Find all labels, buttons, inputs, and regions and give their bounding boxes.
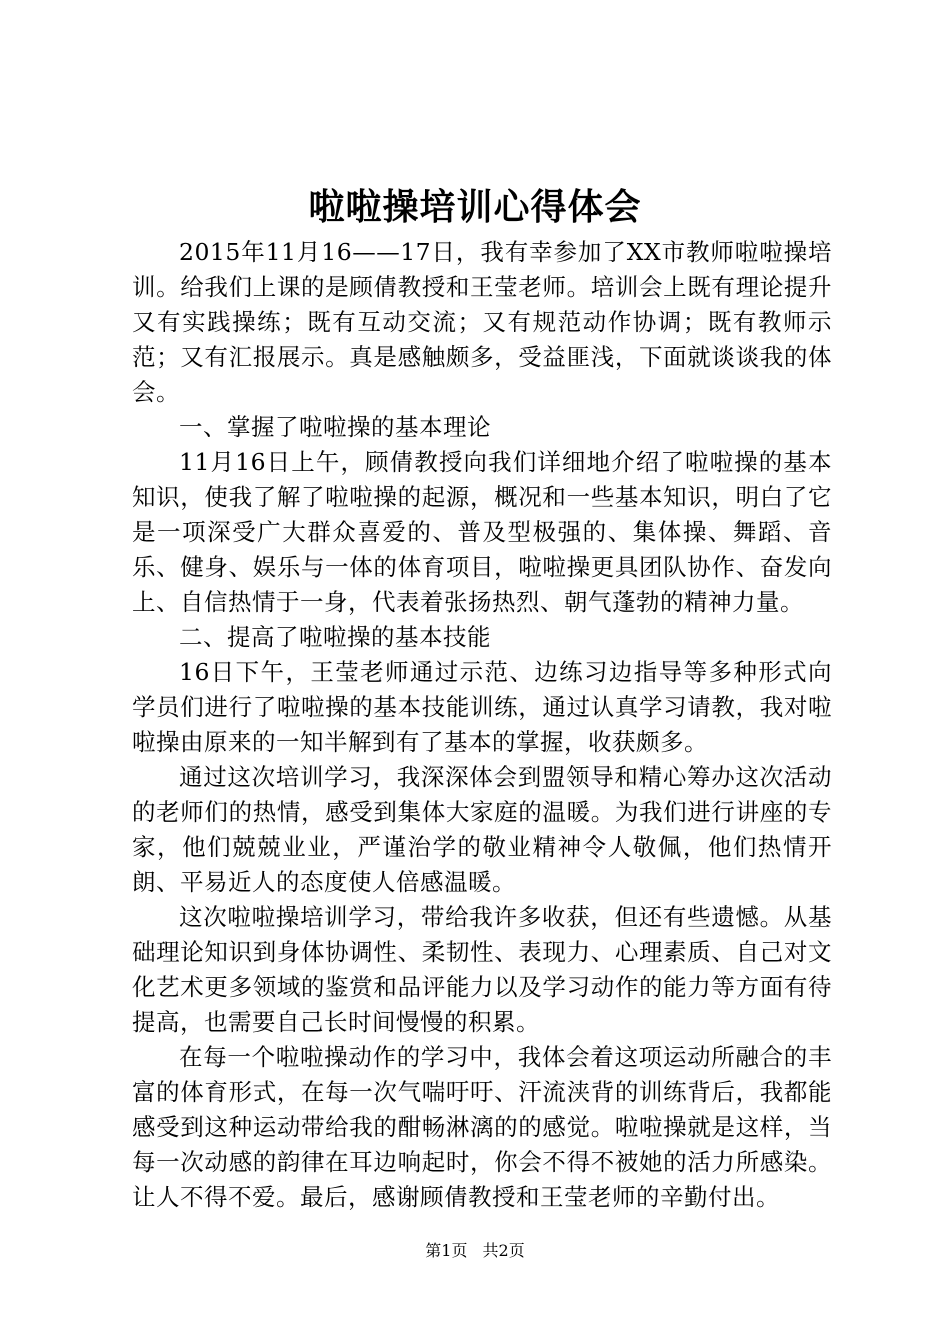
document-title: 啦啦操培训心得体会 bbox=[308, 186, 642, 228]
paragraph-skills: 16日下午，王莹老师通过示范、边练习边指导等多种形式向学员们进行了啦啦操的基本技能训练，通过认真学习请教，我对啦啦操由原来的一知半解到有了基本的掌握，收获颇多。 bbox=[132, 658, 832, 756]
paragraph-intro: 2015年11月16——17日，我有幸参加了XX市教师啦啦操培训。给我们上课的是顾倩教授和王莹老师。培训会上既有理论提升又有实践操练；既有互动交流；又有规范动作协调；既有教师示范；又有汇报展示。真是感触颇多，受益匪浅，下面就谈谈我的体会。 bbox=[132, 238, 832, 406]
page-total: 共2页 bbox=[482, 1241, 525, 1260]
paragraph-theory: 11月16日上午，顾倩教授向我们详细地介绍了啦啦操的基本知识，使我了解了啦啦操的起源，概况和一些基本知识，明白了它是一项深受广大群众喜爱的、普及型极强的、集体操、舞蹈、音乐、健身、娱乐与一体的体育项目，啦啦操更具团队协作、奋发向上、自信热情于一身，代表着张扬热烈、朝气蓬勃的精神力量。 bbox=[132, 448, 832, 616]
section-heading-theory: 一、掌握了啦啦操的基本理论 bbox=[179, 413, 491, 441]
document-body bbox=[132, 235, 832, 1215]
paragraph-conclusion: 在每一个啦啦操动作的学习中，我体会着这项运动所融合的丰富的体育形式，在每一次气喘吁吁、汗流浃背的训练背后，我都能感受到这种运动带给我的酣畅淋漓的的感觉。啦啦操就是这样，当每一次动感的韵律在耳边响起时，你会不得不被她的活力所感染。让人不得不爱。最后，感谢顾倩教授和王莹老师的辛勤付出。 bbox=[132, 1043, 832, 1211]
page-footer bbox=[0, 1240, 950, 1262]
paragraph-regrets: 这次啦啦操培训学习，带给我许多收获，但还有些遗憾。从基础理论知识到身体协调性、柔韧性、表现力、心理素质、自己对文化艺术更多领域的鉴赏和品评能力以及学习动作的能力等方面有待提高，也需要自己长时间慢慢的积累。 bbox=[132, 903, 832, 1036]
page-number: 第1页 bbox=[425, 1241, 468, 1260]
section-heading-skills: 二、提高了啦啦操的基本技能 bbox=[179, 623, 491, 651]
paragraph-gratitude: 通过这次培训学习，我深深体会到盟领导和精心筹办这次活动的老师们的热情，感受到集体大家庭的温暖。为我们进行讲座的专家，他们兢兢业业，严谨治学的敬业精神令人敬佩，他们热情开朗、平易近人的态度使人倍感温暖。 bbox=[132, 763, 832, 896]
